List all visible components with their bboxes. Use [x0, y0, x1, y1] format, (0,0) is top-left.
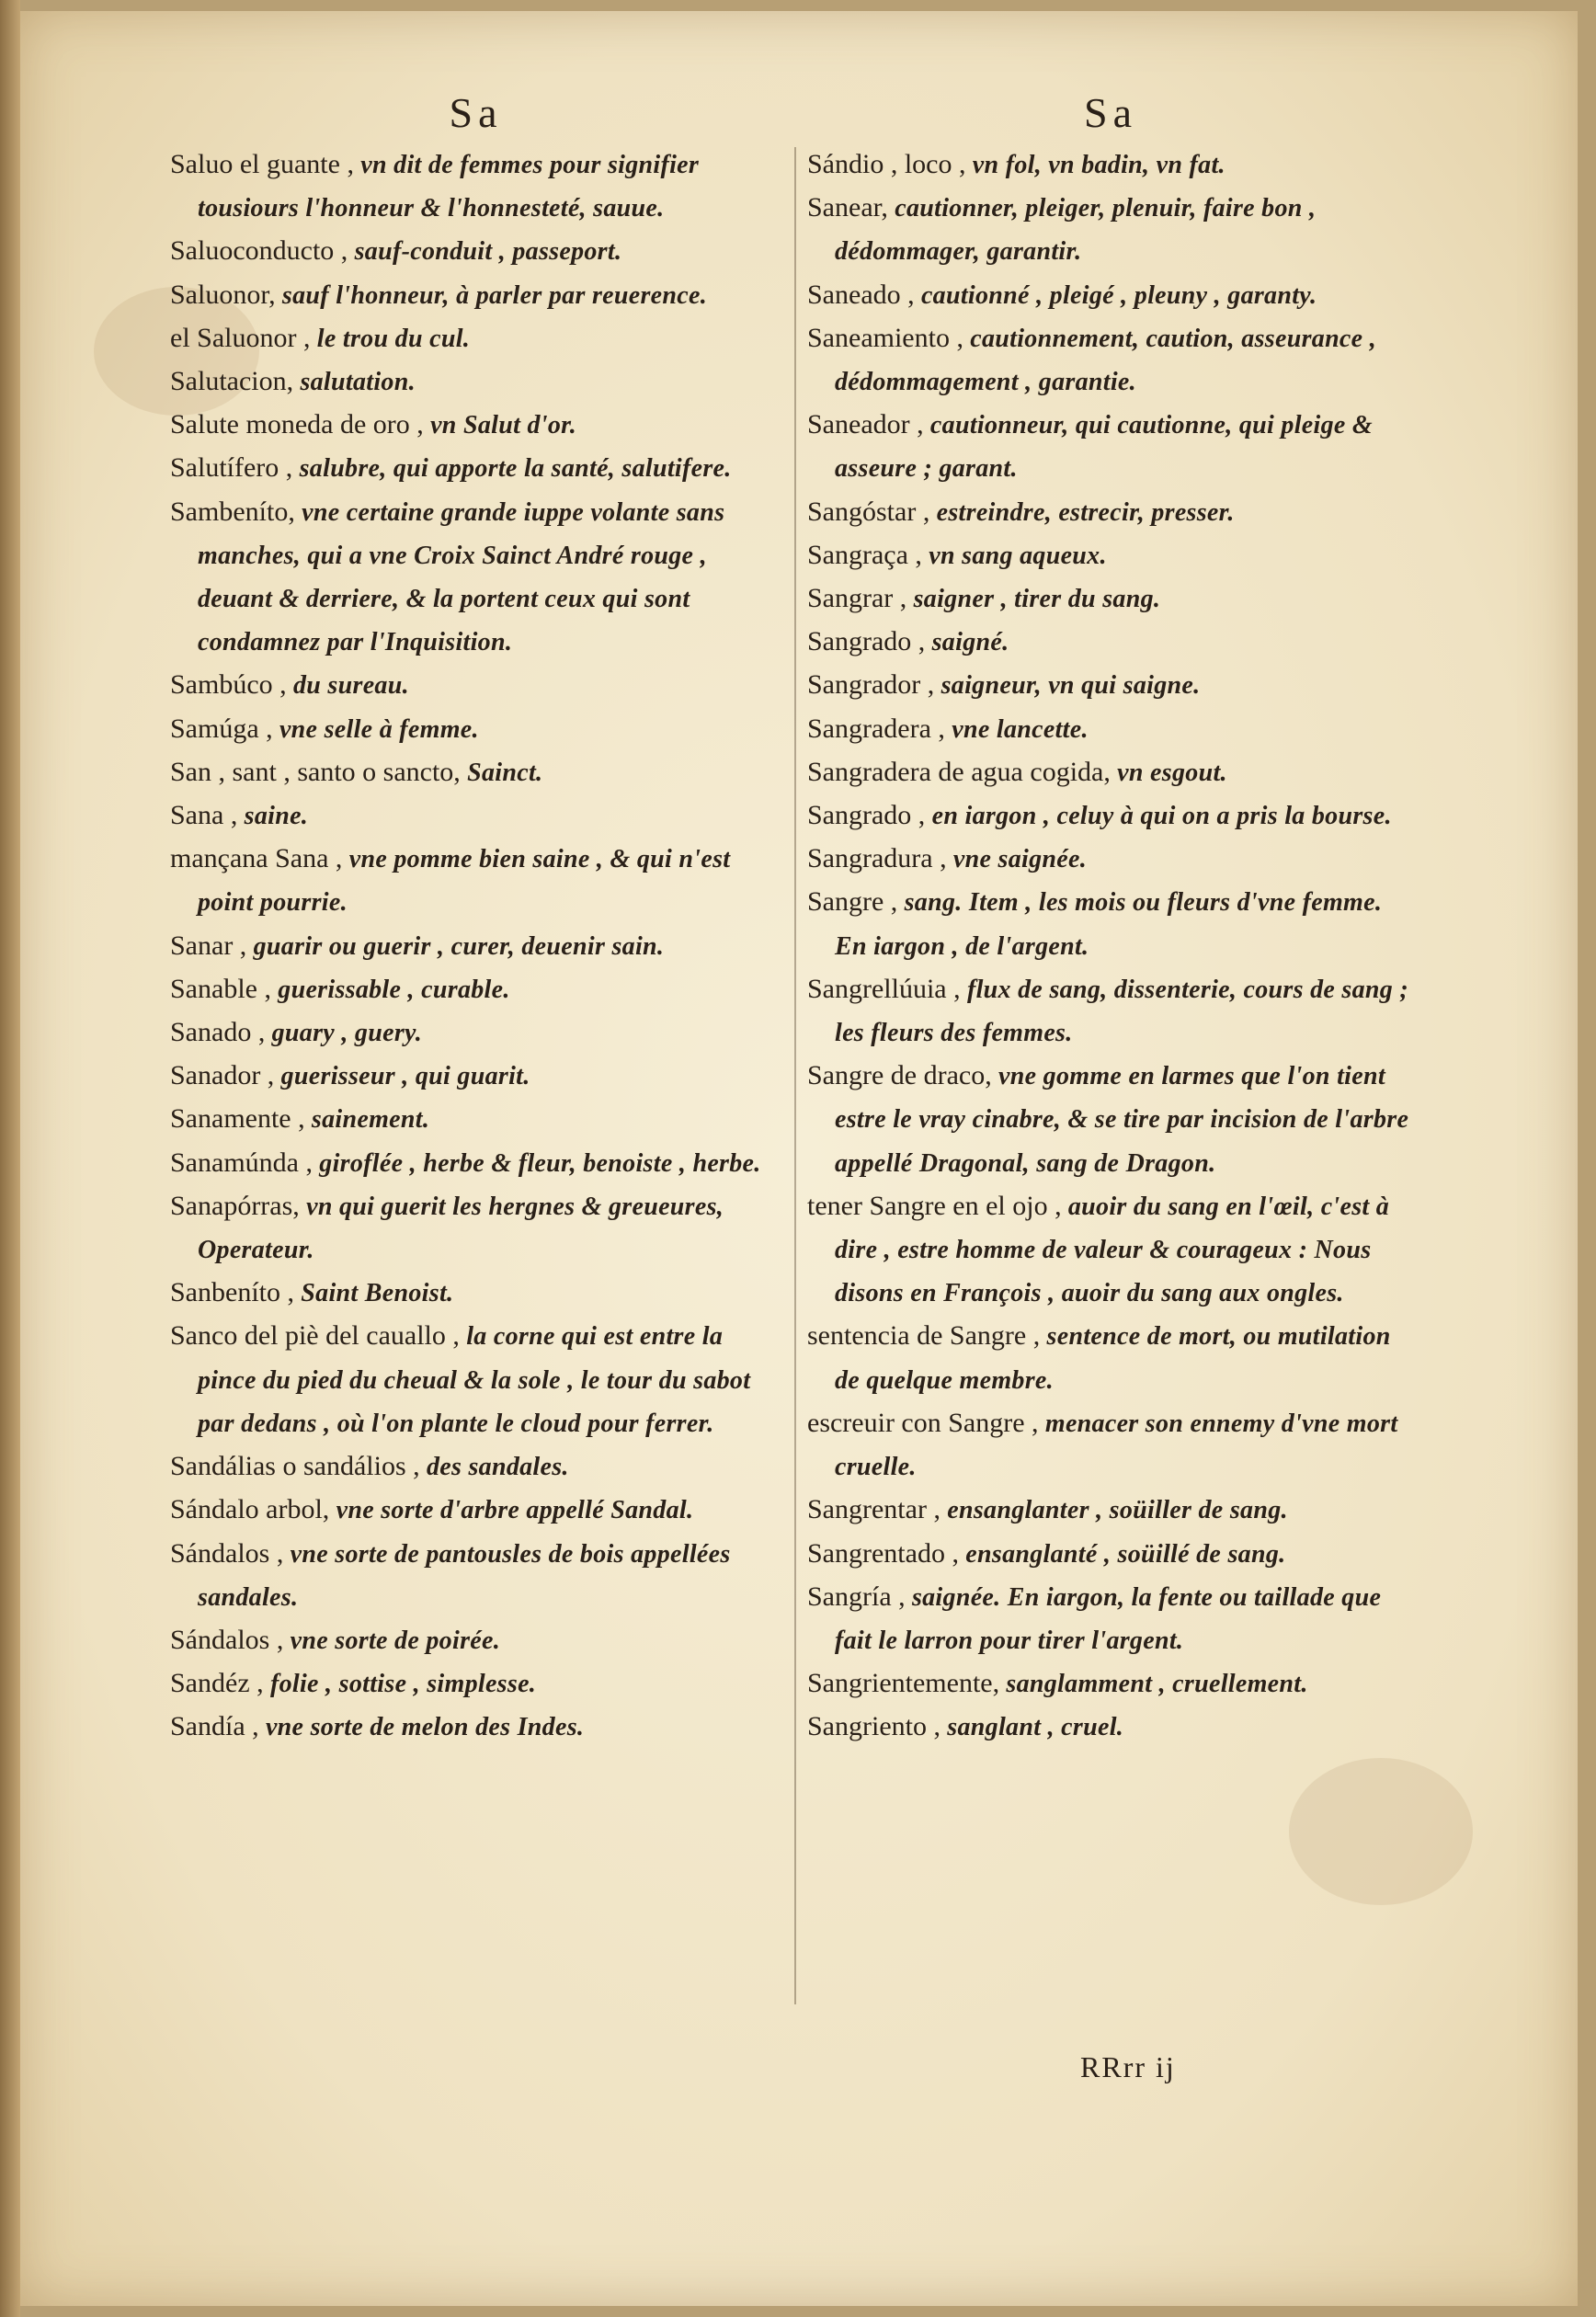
entry-definition: vn dit de femmes pour signifier tousiours l'honneur & l'honnesteté, sauue. — [198, 151, 700, 223]
entry-definition: saigné. — [925, 628, 1009, 657]
entry-headword: Sangóstar , — [807, 496, 930, 527]
dictionary-entry — [807, 794, 1414, 838]
dictionary-entry — [807, 1533, 1414, 1576]
entry-definition: cautionner, pleiger, plenuir, faire bon , dédommager, garantir. — [835, 194, 1317, 267]
entry-definition: vn esgout. — [1110, 758, 1227, 787]
entry-definition: saine. — [237, 802, 309, 831]
dictionary-entry — [807, 1055, 1414, 1185]
entry-definition: vne sorte de pantousles de bois appellées sandales. — [198, 1539, 731, 1612]
dictionary-entry — [807, 143, 1414, 187]
entry-headword: mançana Sana , — [170, 843, 343, 874]
entry-definition: la corne qui est entre la pince du pied du cheual & la sole , le tour du sabot par dedans , où l'on plante le cloud pour ferrer. — [198, 1322, 751, 1438]
entry-headword: Sangre de draco, — [807, 1060, 992, 1091]
dictionary-entry — [807, 1576, 1414, 1662]
entry-definition: vne saignée. — [946, 845, 1088, 874]
entry-headword: escreuir con Sangre , — [807, 1407, 1039, 1438]
dictionary-entry — [170, 1185, 781, 1272]
entry-headword: Samúga , — [170, 713, 273, 744]
dictionary-entry — [170, 274, 781, 317]
entry-headword: Sanador , — [170, 1060, 275, 1091]
entry-definition: guary , guery. — [265, 1019, 423, 1048]
entry-definition: vne sorte de poirée. — [283, 1626, 501, 1655]
entry-headword: Sándalo arbol, — [170, 1494, 330, 1525]
dictionary-entry — [807, 1662, 1414, 1706]
entry-definition: cautionneur, qui cautionne, qui pleige & asseure ; garant. — [835, 411, 1374, 484]
dictionary-entry — [170, 1445, 781, 1489]
dictionary-entry — [807, 1185, 1414, 1316]
entry-headword: Sangría , — [807, 1581, 906, 1612]
entry-headword: Sangrellúuia , — [807, 973, 961, 1004]
dictionary-entry — [807, 881, 1414, 967]
left-entry-list — [170, 143, 781, 1750]
right-running-header: Sa — [1084, 89, 1137, 136]
dictionary-entry — [170, 360, 781, 404]
dictionary-entry — [170, 447, 781, 490]
entry-headword: Sangradera , — [807, 713, 945, 744]
entry-headword: Sangrado , — [807, 626, 926, 657]
entry-headword: Salutacion, — [170, 366, 294, 397]
entry-definition: vne lancette. — [944, 714, 1089, 744]
entry-headword: Sangriento , — [807, 1711, 940, 1742]
entry-headword: tener Sangre en el ojo , — [807, 1190, 1062, 1221]
dictionary-entry — [807, 577, 1414, 621]
entry-headword: Sambeníto, — [170, 496, 295, 527]
entry-headword: Sanco del piè del cauallo , — [170, 1320, 460, 1352]
left-column — [170, 85, 781, 1750]
entry-headword: Sándalos , — [170, 1624, 284, 1655]
dictionary-entry — [170, 1055, 781, 1098]
dictionary-entry — [807, 187, 1414, 273]
entry-definition: sanglamment , cruellement. — [999, 1670, 1308, 1699]
dictionary-entry — [807, 621, 1414, 664]
entry-definition: saignée. En iargon, la fente ou taillade que fait le larron pour tirer l'argent. — [835, 1582, 1382, 1655]
entry-definition: vn fol, vn badin, vn fat. — [965, 151, 1226, 179]
entry-definition: estreindre, estrecir, presser. — [929, 497, 1235, 527]
dictionary-entry — [170, 708, 781, 751]
entry-headword: Saneador , — [807, 409, 924, 440]
page-edge-shadow — [0, 0, 20, 2317]
entry-definition: sauf l'honneur, à parler par reuerence. — [275, 280, 708, 310]
entry-headword: Sandía , — [170, 1711, 259, 1742]
entry-headword: Sándalos , — [170, 1537, 284, 1569]
entry-headword: Sana , — [170, 800, 238, 831]
entry-headword: Saneamiento , — [807, 322, 963, 353]
entry-headword: San , sant , santo o sancto, — [170, 756, 461, 787]
left-running-header: Sa — [449, 89, 503, 136]
dictionary-entry — [807, 404, 1414, 490]
entry-definition: des sandales. — [419, 1453, 569, 1482]
dictionary-entry — [807, 751, 1414, 794]
dictionary-entry — [170, 317, 781, 360]
entry-headword: Sangrado , — [807, 800, 926, 831]
dictionary-entry — [807, 274, 1414, 317]
entry-headword: Sambúco , — [170, 669, 287, 701]
entry-definition: vne certaine grande iuppe volante sans manches, qui a vne Croix Sainct André rouge , deuant & derriere, & la portent ceux qui sont condamnez par l'Inquisition. — [198, 497, 725, 657]
right-entry-list — [807, 143, 1414, 1750]
dictionary-entry — [170, 838, 781, 924]
entry-headword: Sandéz , — [170, 1668, 264, 1699]
entry-definition: auoir du sang en l'œil, c'est à dire , estre homme de valeur & courageux : Nous disons en François , auoir du sang aux ongles. — [835, 1192, 1390, 1308]
dictionary-entry — [807, 968, 1414, 1055]
entry-headword: Sanable , — [170, 973, 271, 1004]
entry-headword: Sangradera de agua cogida, — [807, 756, 1111, 787]
entry-definition: guerisseur , qui guarit. — [274, 1062, 530, 1091]
entry-definition: saigner , tirer du sang. — [906, 585, 1161, 614]
entry-definition: vn qui guerit les hergnes & greueures, Operateur. — [198, 1192, 724, 1265]
dictionary-entry — [170, 751, 781, 794]
right-column — [807, 85, 1414, 1750]
entry-definition: giroflée , herbe & fleur, benoiste , herbe. — [312, 1148, 761, 1178]
entry-headword: Salutífero , — [170, 452, 293, 484]
dictionary-entry — [170, 1662, 781, 1706]
entry-definition: vne selle à femme. — [272, 714, 479, 744]
entry-definition: le trou du cul. — [310, 324, 471, 353]
dictionary-entry — [807, 1706, 1414, 1749]
entry-headword: Sangraça , — [807, 539, 922, 570]
entry-definition: sainement. — [304, 1105, 430, 1135]
entry-headword: Sangrentado , — [807, 1537, 959, 1569]
dictionary-entry — [170, 491, 781, 665]
dictionary-entry — [170, 1706, 781, 1749]
entry-definition: vne gomme en larmes que l'on tient estre le vray cinabre, & se tire par incision de l'arbre appellé Dragonal, sang de Dragon. — [835, 1062, 1409, 1178]
dictionary-entry — [170, 230, 781, 273]
entry-headword: Sangre , — [807, 886, 898, 918]
entry-headword: Sanear, — [807, 192, 888, 223]
dictionary-entry — [807, 708, 1414, 751]
dictionary-entry — [807, 317, 1414, 404]
entry-definition: ensanglanter , soüiller de sang. — [940, 1496, 1288, 1525]
entry-definition: saigneur, vn qui saigne. — [934, 671, 1201, 701]
entry-definition: flux de sang, dissenterie, cours de sang ; les fleurs des femmes. — [835, 975, 1409, 1048]
signature-mark: RRrr ij — [1080, 2050, 1176, 2083]
column-divider — [794, 147, 796, 2004]
entry-headword: Salute moneda de oro , — [170, 409, 424, 440]
dictionary-entry — [170, 968, 781, 1011]
dictionary-entry — [170, 1098, 781, 1141]
entry-headword: Sandálias o sandálios , — [170, 1451, 420, 1482]
dictionary-entry — [170, 143, 781, 230]
dictionary-entry — [170, 1489, 781, 1532]
entry-headword: Sanapórras, — [170, 1190, 300, 1221]
entry-headword: Sangrientemente, — [807, 1668, 1000, 1699]
entry-headword: sentencia de Sangre , — [807, 1320, 1041, 1352]
dictionary-entry — [807, 838, 1414, 881]
dictionary-entry — [170, 794, 781, 838]
entry-headword: Sangrentar , — [807, 1494, 940, 1525]
entry-headword: Sándio , loco , — [807, 149, 966, 179]
entry-definition: sentence de mort, ou mutilation de quelque membre. — [835, 1322, 1391, 1395]
entry-headword: Sangradura , — [807, 843, 947, 874]
entry-headword: Sanamúnda , — [170, 1147, 313, 1178]
entry-definition: vne pomme bien saine , & qui n'est point pourrie. — [198, 845, 731, 918]
dictionary-entry — [807, 491, 1414, 534]
entry-headword: Saluo el guante , — [170, 149, 354, 179]
entry-headword: Sangrar , — [807, 583, 907, 614]
paper-stain — [1289, 1758, 1473, 1905]
dictionary-entry — [170, 1315, 781, 1445]
dictionary-entry — [807, 664, 1414, 707]
dictionary-entry — [807, 1402, 1414, 1489]
dictionary-entry — [170, 1533, 781, 1619]
dictionary-entry — [170, 1011, 781, 1055]
dictionary-entry — [170, 664, 781, 707]
entry-definition: guarir ou guerir , curer, deuenir sain. — [246, 931, 665, 961]
entry-definition: cautionné , pleigé , pleuny , garanty. — [914, 280, 1317, 310]
dictionary-entry — [170, 1272, 781, 1315]
entry-headword: Sanado , — [170, 1017, 266, 1048]
entry-headword: el Saluonor , — [170, 322, 311, 353]
entry-headword: Sanamente , — [170, 1103, 305, 1135]
entry-headword: Saluonor, — [170, 279, 276, 310]
dictionary-entry — [170, 404, 781, 447]
entry-headword: Sangrador , — [807, 669, 935, 701]
entry-definition: salubre, qui apporte la santé, salutifere. — [292, 454, 732, 484]
entry-headword: Sanar , — [170, 930, 247, 961]
dictionary-entry — [170, 1619, 781, 1662]
entry-headword: Sanbeníto , — [170, 1277, 294, 1308]
entry-definition: sanglant , cruel. — [940, 1713, 1124, 1742]
entry-definition: ensanglanté , soüillé de sang. — [958, 1539, 1286, 1569]
entry-definition: menacer son ennemy d'vne mort cruelle. — [835, 1409, 1398, 1482]
dictionary-entry — [170, 1142, 781, 1185]
entry-definition: Saint Benoist. — [294, 1279, 454, 1308]
entry-definition: en iargon , celuy à qui on a pris la bourse. — [925, 802, 1392, 831]
dictionary-entry — [807, 1489, 1414, 1532]
entry-definition: vn Salut d'or. — [423, 411, 577, 440]
entry-definition: vne sorte d'arbre appellé Sandal. — [329, 1496, 694, 1525]
entry-definition: vn sang aqueux. — [921, 541, 1107, 570]
entry-definition: folie , sottise , simplesse. — [263, 1670, 537, 1699]
dictionary-entry — [807, 534, 1414, 577]
entry-definition: sauf-conduit , passeport. — [348, 237, 622, 267]
entry-headword: Saluoconducto , — [170, 235, 348, 267]
entry-definition: guerissable , curable. — [270, 975, 510, 1004]
dictionary-entry — [807, 1315, 1414, 1401]
entry-definition: Sainct. — [460, 758, 543, 787]
entry-definition: du sureau. — [286, 671, 409, 701]
entry-definition: cautionnement, caution, asseurance , dédommagement , garantie. — [835, 324, 1376, 397]
dictionary-entry — [170, 925, 781, 968]
entry-headword: Saneado , — [807, 279, 915, 310]
entry-definition: salutation. — [293, 368, 416, 397]
entry-definition: vne sorte de melon des Indes. — [258, 1713, 585, 1742]
entry-definition: sang. Item , les mois ou fleurs d'vne femme. En iargon , de l'argent. — [835, 888, 1383, 961]
